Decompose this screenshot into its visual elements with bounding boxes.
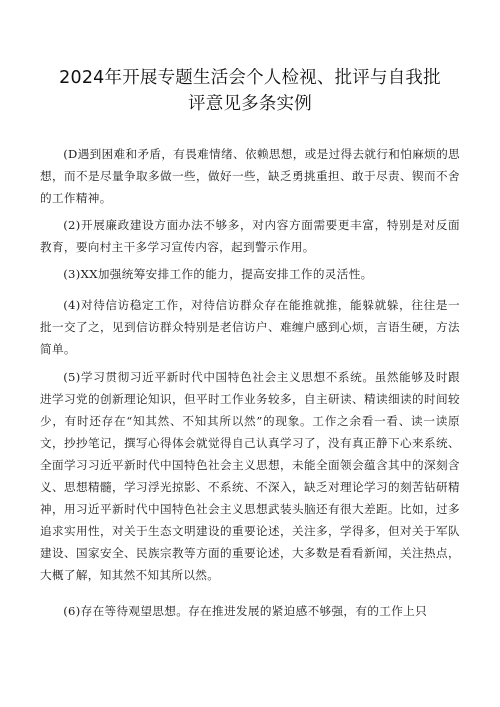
paragraph-5: (5)学习贯彻习近平新时代中国特色社会主义思想不系统。虽然能够及时跟进学习党的创新理论知识，但平时工作业务较多，自主研读、精读细读的时间较少，有时还存在“知其然、不知其所以然”的现象。工作之余看一看、读一读原文，抄抄笔记，撰写心得体会就觉得自己认真学习了，没有真正静下心来系统、全面学习习近平新时代中国特色社会主义思想，未能全面领会蕴含其中的深刻含义、思想精髓，学习浮光掠影、不系统、不深入，缺乏对理论学习的刻苦钻研精神，用习近平新时代中国特色社会主义思想武装头脑还有很大差距。比如，过多追求实用性，对关于生态文明建设的重要论述，关注多，学得多，但对关于军队建设、国家安全、民族宗教等方面的重要论述，大多数是看看新闻，关注热点，大概了解，知其然不知其所以然。 [40, 370, 460, 582]
document-title-line-1: 2024年开展专题生活会个人检视、批评与自我批 [59, 68, 441, 88]
paragraph-3: (3)XX加强统筹安排工作的能力，提高安排工作的灵活性。 [63, 267, 373, 281]
paragraph-6: (6)存在等待观望思想。存在推进发展的紧迫感不够强，有的工作上只 [63, 604, 428, 618]
paragraph-1: (D遇到困难和矛盾，有畏难情绪、依赖思想，或是过得去就行和怕麻烦的思想，而不是尽量争取多做一些，做好一些，缺乏勇挑重担、敢于尽责、锲而不舍的工作精神。 [40, 147, 460, 205]
document-title-line-2: 评意见多条实例 [188, 94, 312, 114]
paragraph-2: (2)开展廉政建设方面办法不够多，对内容方面需要更丰富，特别是对反面教育，要向村主干多学习宣传内容，起到警示作用。 [40, 218, 460, 254]
paragraph-4: (4)对待信访稳定工作，对待信访群众存在能推就推，能躲就躲，往往是一批一交了之，见到信访群众特别是老信访户、难缠户感到心烦，言语生硬，方法简单。 [40, 298, 460, 356]
